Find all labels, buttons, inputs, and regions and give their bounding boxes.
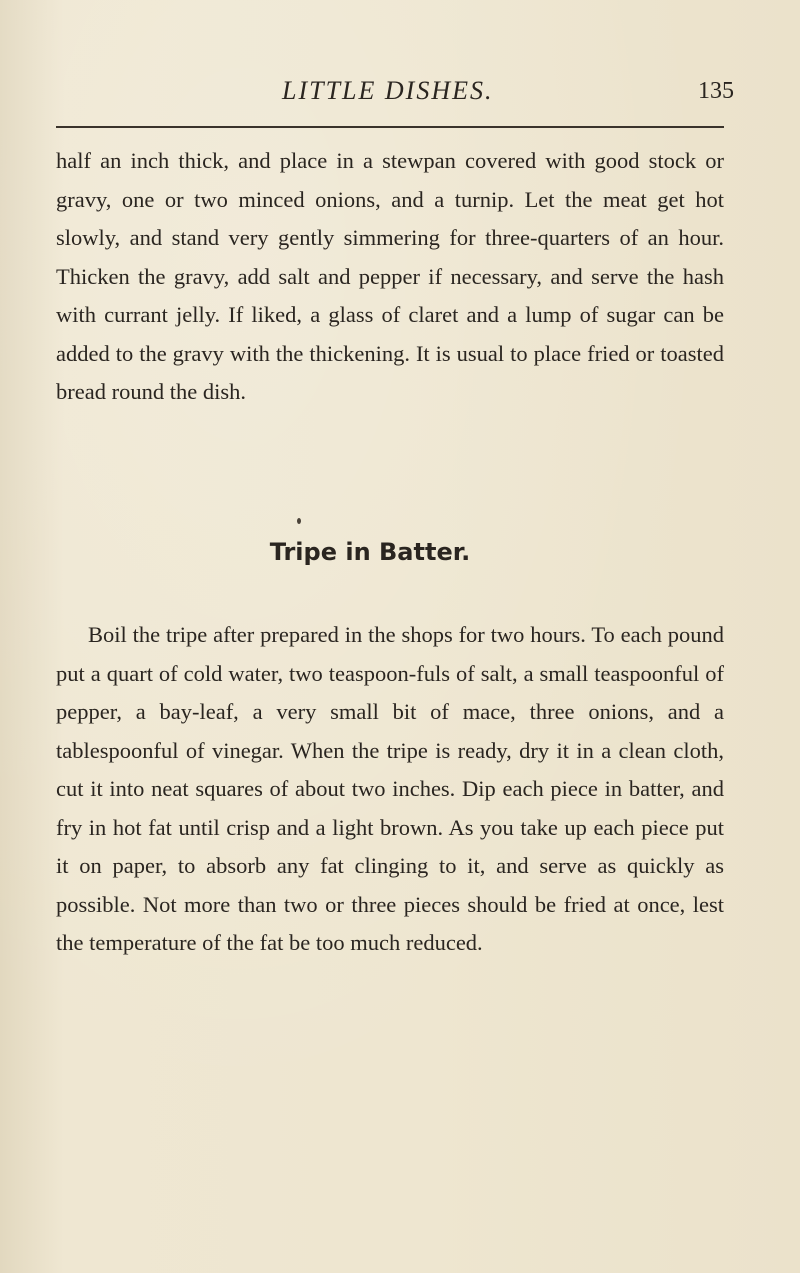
paragraph-continuation: half an inch thick, and place in a stewpan covered with good stock or gravy, one or two minced onions, and a turnip. Let the meat get hot slowly, and stand very gently simmering for three-quarters of an hour. Thicken the gravy, add salt and pepper if necessary, and serve the hash with currant jelly. If liked, a glass of claret and a lump of sugar can be added to the gravy with the thickening. It is usual to place fried or toasted bread round the dish. xyxy=(56,148,724,404)
page-number: 135 xyxy=(698,78,734,104)
running-head xyxy=(0,76,800,116)
running-title: LITTLE DISHES. xyxy=(282,76,494,105)
ornament-dot xyxy=(297,518,301,524)
section-heading: Tripe in Batter. xyxy=(269,538,471,566)
paragraph-recipe: Boil the tripe after prepared in the shops for two hours. To each pound put a quart of cold water, two teaspoon-fuls of salt, a small teaspoonful of pepper, a bay-leaf, a very small bit of mace, three onions, and a tablespoonful of vinegar. When the tripe is ready, dry it in a clean cloth, cut it into neat squares of about two inches. Dip each piece in batter, and fry in hot fat until crisp and a light brown. As you take up each piece put it on paper, to absorb any fat clinging to it, and serve as quickly as possible. Not more than two or three pieces should be fried at once, lest the temperature of the fat be too much reduced. xyxy=(56,622,724,955)
header-rule xyxy=(56,126,724,128)
